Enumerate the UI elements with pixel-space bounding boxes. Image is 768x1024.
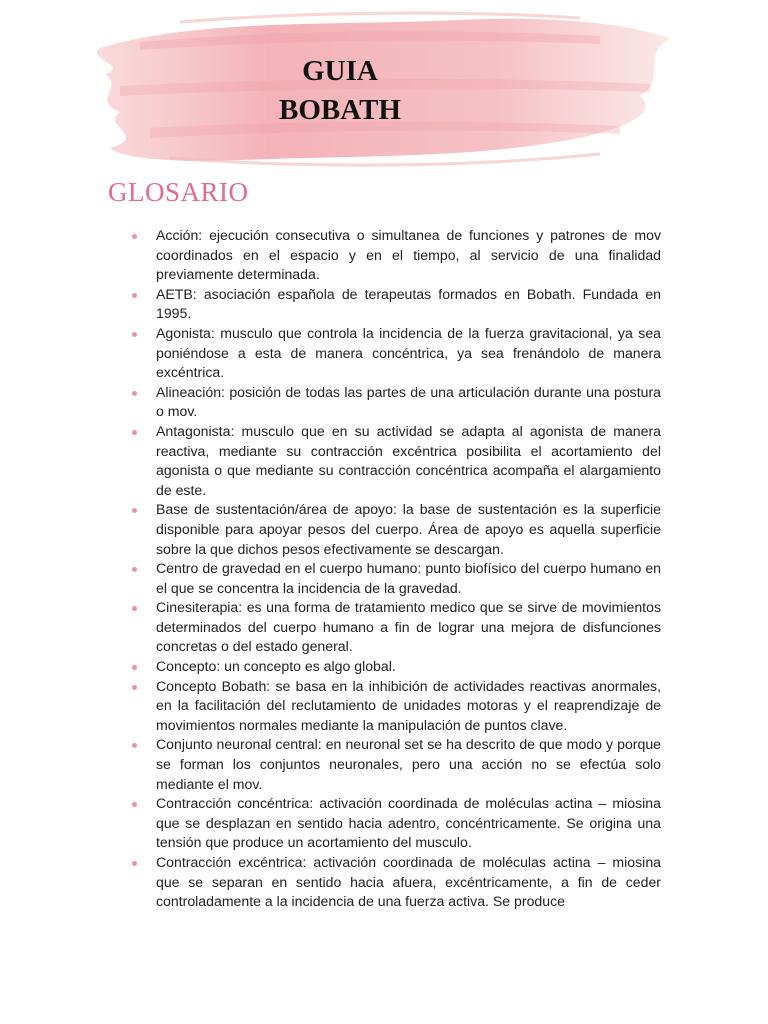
glossary-item-text: Concepto: un concepto es algo global. — [156, 658, 396, 675]
glossary-item — [128, 383, 661, 422]
glossary-item-text: Acción: ejecución consecutiva o simultanea de funciones y patrones de mov coordinados en el espacio y en el tiempo, al servicio de una finalidad previamente determinada. — [156, 227, 661, 283]
glossary-item-text: Base de sustentación/área de apoyo: la base de sustentación es la superficie disponible para apoyar pesos del cuerpo. Área de apoyo es aquella superficie sobre la que dichos pesos efectivamente se descargan. — [156, 501, 661, 557]
glossary-item-text: Centro de gravedad en el cuerpo humano: punto biofísico del cuerpo humano en el que se concentra la incidencia de la gravedad. — [156, 560, 661, 596]
glossary-item — [128, 853, 661, 912]
glossary-item-text: Alineación: posición de todas las partes de una articulación durante una postura o mov. — [156, 383, 661, 420]
bullet-icon — [132, 743, 137, 748]
glossary-item — [128, 657, 661, 677]
bullet-icon — [132, 567, 137, 572]
bullet-icon — [132, 391, 137, 396]
glossary-item-text: Concepto Bobath: se basa en la inhibición de actividades reactivas anormales, en la facilitación del reclutamiento de unidades motoras y el reaprendizaje de movimientos normales mediante la manipulación de puntos clave. — [156, 677, 661, 733]
bullet-icon — [132, 234, 137, 239]
glossary-item — [128, 285, 661, 324]
glossary-item-text: Agonista: musculo que controla la incidencia de la fuerza gravitacional, ya sea poniéndose a esta de manera concéntrica, ya sea frenándolo de manera excéntrica. — [156, 324, 661, 381]
bullet-icon — [132, 293, 137, 298]
bullet-icon — [132, 685, 137, 690]
glossary-item-text: Antagonista: musculo que en su actividad se adapta al agonista de manera reactiva, mediante su contracción excéntrica posibilita el acortamiento del agonista o que mediante su contracción concéntrica acompaña el alargamiento de este. — [156, 422, 661, 498]
bullet-icon — [132, 665, 137, 670]
glossary-item-text: Contracción concéntrica: activación coordinada de moléculas actina – miosina que se desplazan en sentido hacia adentro, concéntricamente. Se origina una tensión que produce un acortamiento del musculo. — [156, 795, 661, 851]
glossary-item-text: Conjunto neuronal central: en neuronal set se ha descrito de que modo y porque se forman los conjuntos neuronales, pero una acción no se efectúa solo mediante el mov. — [156, 736, 661, 792]
glossary-item-text: Cinesiterapia: es una forma de tratamiento medico que se sirve de movimientos determinados del cuerpo humano a fin de lograr una mejora de disfunciones concretas o del estado general. — [156, 599, 661, 655]
glossary-list — [128, 226, 661, 912]
glossary-item — [128, 735, 661, 794]
title-line-1: GUIA — [302, 55, 378, 87]
bullet-icon — [132, 861, 137, 866]
glossary-item-text: Contracción excéntrica: activación coordinada de moléculas actina – miosina que se separan en sentido hacia afuera, excéntricamente, a fin de ceder controladamente a la incidencia de una fuerza activa. Se produce — [156, 854, 661, 910]
glossary-item — [128, 500, 661, 559]
glossary-item — [128, 598, 661, 657]
bullet-icon — [132, 606, 137, 611]
bullet-icon — [132, 430, 137, 435]
section-heading: GLOSARIO — [108, 177, 249, 207]
glossary-item — [128, 794, 661, 853]
glossary-item — [128, 324, 661, 383]
glossary-item — [128, 677, 661, 736]
glossary-item-text: AETB: asociación española de terapeutas formados en Bobath. Fundada en 1995. — [156, 285, 661, 322]
glossary-item — [128, 226, 661, 285]
glossary-item — [128, 422, 661, 500]
bullet-icon — [132, 332, 137, 337]
title-line-2: BOBATH — [279, 94, 401, 126]
bullet-icon — [132, 802, 137, 807]
bullet-icon — [132, 508, 137, 513]
glossary-item — [128, 559, 661, 598]
document-title — [230, 52, 450, 130]
